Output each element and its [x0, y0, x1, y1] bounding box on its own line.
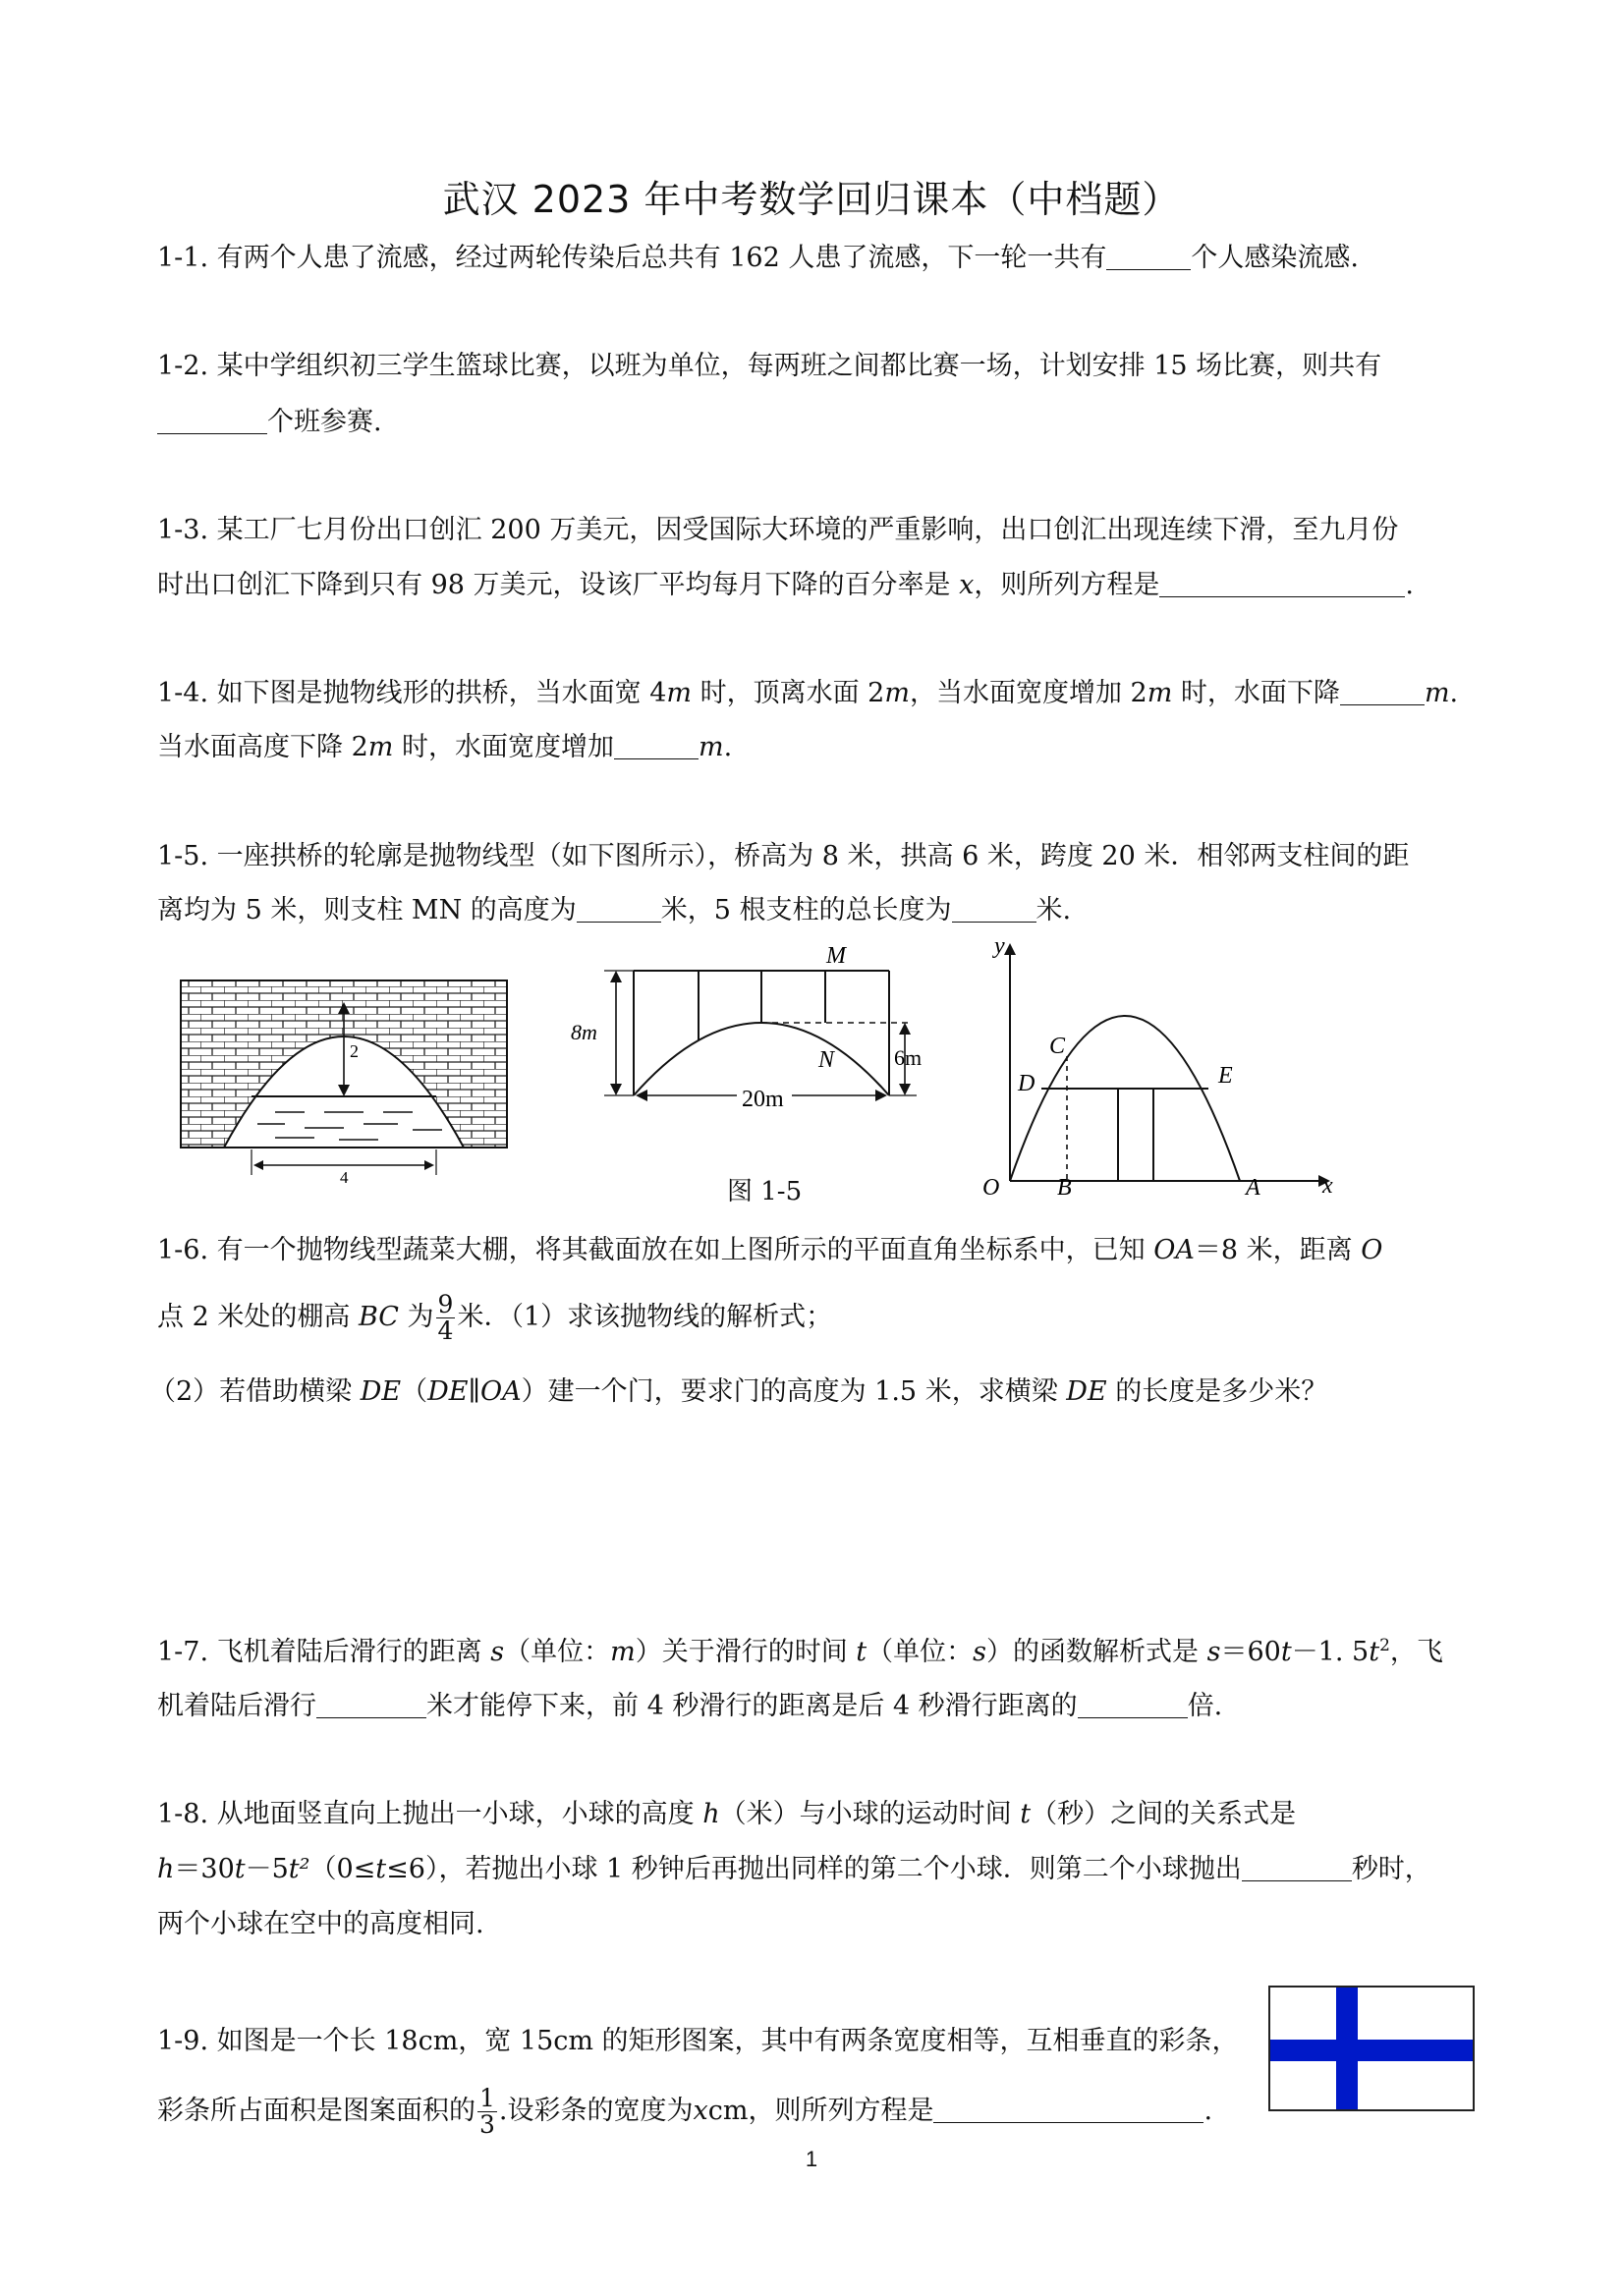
answer-blank[interactable]: [1340, 679, 1425, 705]
page-title: 武汉 2023 年中考数学回归课本（中档题）: [442, 178, 1181, 221]
point-d-label: D: [1018, 1071, 1035, 1096]
rectangle-stripes-figure: [1267, 1985, 1479, 2114]
answer-blank[interactable]: [1242, 1855, 1352, 1881]
question-1-8-cont: h＝30t－5t²（0≤t≤6），若抛出小球 1 秒钟后再抛出同样的第二个小球．则第二个小球抛出 秒时，: [157, 1854, 1431, 1884]
point-m-label: M: [826, 943, 846, 969]
arch-height-6m-label: 6m: [894, 1045, 923, 1070]
point-a-label: A: [1246, 1175, 1260, 1199]
question-1-6-cont: 点 2 米处的棚高 BC 为 $\frac{9}{4}$ 米．（1）求该抛物线的解析式；: [157, 1290, 833, 1345]
origin-label: O: [982, 1175, 1000, 1199]
horizontal-stripe: [1270, 2040, 1473, 2061]
question-1-2-cont: 个班参赛.: [157, 403, 382, 442]
point-b-label: B: [1057, 1175, 1072, 1199]
fraction-nine-fourths: $\frac{9}{4}$: [437, 1290, 454, 1345]
water-width-label: 4: [340, 1168, 349, 1184]
question-1-6-part2: （2）若借助横梁 DE（DE∥OA）建一个门，要求门的高度为 1.5 米，求横梁 DE 的长度是多少米？: [149, 1376, 1328, 1407]
question-1-6: 1-6. 有一个抛物线型蔬菜大棚，将其截面放在如上图所示的平面直角坐标系中，已知 OA＝8 米，距离 O: [157, 1235, 1383, 1265]
answer-blank[interactable]: [316, 1692, 426, 1718]
vertical-stripe: [1336, 1988, 1358, 2109]
point-e-label: E: [1218, 1063, 1233, 1089]
answer-blank[interactable]: [1159, 571, 1405, 597]
question-1-8-end: 两个小球在空中的高度相同.: [157, 1909, 484, 1939]
answer-blank[interactable]: [1078, 1692, 1188, 1718]
arch-height-label: 2: [350, 1041, 359, 1061]
pillar-bridge-figure: [555, 933, 948, 1174]
question-1-9-cont: 彩条所占面积是图案面积的 $\frac{1}{3}$ .设彩条的宽度为xcm，则所列方程是 .: [157, 2084, 1213, 2139]
answer-blank[interactable]: [577, 896, 661, 923]
question-1-5-cont: 离均为 5 米，则支柱 MN 的高度为 米，5 根支柱的总长度为 米.: [157, 895, 1072, 925]
question-1-7-cont: 机着陆后滑行 米才能停下来，前 4 秒滑行的距离是后 4 秒滑行距离的 倍.: [157, 1691, 1223, 1721]
question-1-2: 1-2. 某中学组织初三学生篮球比赛，以班为单位，每两班之间都比赛一场，计划安排 15 场比赛，则共有: [157, 351, 1382, 381]
y-axis-label: y: [994, 933, 1005, 959]
point-c-label: C: [1049, 1034, 1066, 1059]
question-1-7: 1-7. 飞机着陆后滑行的距离 s（单位：m）关于滑行的时间 t（单位：s）的函数解析式是 s＝60t－1. $5t^2$，飞: [157, 1636, 1443, 1667]
question-1-8: 1-8. 从地面竖直向上抛出一小球，小球的高度 h（米）与小球的运动时间 t（秒）之间的关系式是: [157, 1799, 1297, 1829]
answer-blank[interactable]: [952, 896, 1036, 923]
x-axis-label: x: [1322, 1173, 1333, 1199]
question-1-5: 1-5. 一座拱桥的轮廓是抛物线型（如下图所示），桥高为 8 米，拱高 6 米，跨度 20 米．相邻两支柱间的距: [157, 841, 1410, 871]
answer-blank[interactable]: [157, 408, 267, 434]
bridge-span-label: 20m: [742, 1087, 784, 1112]
question-1-3-cont: 时出口创汇下降到只有 98 万美元，设该厂平均每月下降的百分率是 x，则所列方程是 .: [157, 570, 1414, 600]
bridge-height-label: 8m: [571, 1020, 597, 1044]
point-n-label: N: [818, 1047, 835, 1073]
question-1-4: 1-4. 如下图是抛物线形的拱桥，当水面宽 4m 时，顶离水面 2m，当水面宽度增加 2m 时，水面下降 m.: [157, 678, 1459, 708]
question-1-9: 1-9. 如图是一个长 18cm，宽 15cm 的矩形图案，其中有两条宽度相等，互相垂直的彩条，: [157, 2026, 1239, 2056]
figure-caption: 图 1-5: [727, 1177, 803, 1206]
page-number: 1: [805, 2147, 818, 2171]
fraction-one-third: $\frac{1}{3}$: [479, 2084, 495, 2139]
answer-blank[interactable]: [933, 2097, 1203, 2123]
answer-blank[interactable]: [614, 733, 699, 759]
answer-blank[interactable]: [1106, 244, 1191, 270]
question-1-3: 1-3. 某工厂七月份出口创汇 200 万美元，因受国际大环境的严重影响，出口创汇出现连续下滑，至九月份: [157, 515, 1399, 545]
greenhouse-coordinate-figure: [973, 933, 1341, 1199]
question-1-4-cont: 当水面高度下降 2m 时，水面宽度增加 m.: [157, 732, 733, 762]
question-1-1: 1-1. 有两个人患了流感，经过两轮传染后总共有 162 人患了流感，下一轮一共有 个人感染流感.: [157, 243, 1359, 273]
arch-bridge-figure: [177, 973, 516, 1184]
